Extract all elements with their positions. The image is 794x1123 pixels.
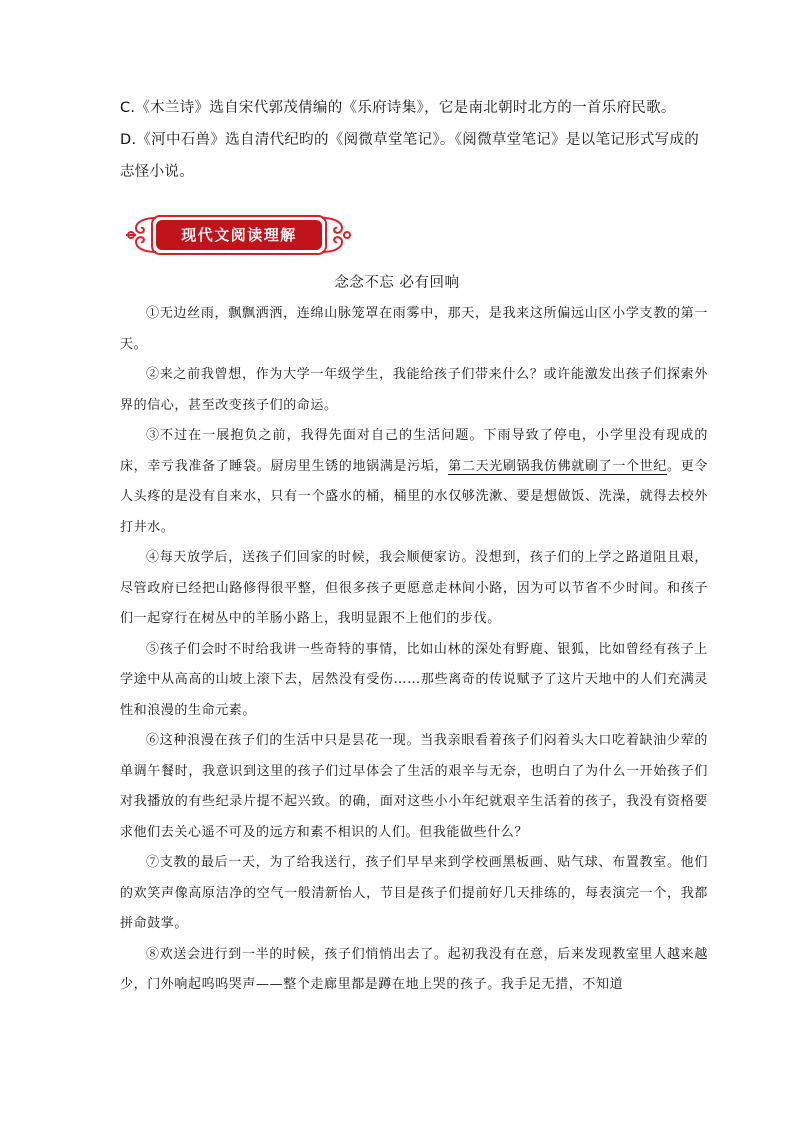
article-title: 念念不忘 必有回响 [334,275,460,291]
paragraph-4: ④每天放学后，送孩子们回家的时候，我会顺便家访。没想到，孩子们的上学之路道阻且艰，尽管政府已经把山路修得很平整，但很多孩子更愿意走林间小路，因为可以节省不少时间。和孩子们一起穿行在树丛中的羊肠小路上，我明显跟不上他们的步伐。 [120,550,708,626]
underlined-sentence: 第二天光刷锅我仿佛就刷了一个世纪 [448,458,668,474]
paragraph-5: ⑤孩子们会时不时给我讲一些奇特的事情，比如山林的深处有野鹿、银狐，比如曾经有孩子上学途中从高高的山坡上滚下去，居然没有受伤……那些离奇的传说赋予了这片天地中的人们充满灵性和浪漫的生命元素。 [120,641,708,718]
paragraph-3-tail: 。更令人头疼的是没有自来水，只有一个盛水的桶，桶里的水仅够洗漱、要是想做饭、洗澡，就得去校外打井水。 [120,458,708,535]
paragraph-3-lead: ③不过在一展抱负之前，我得先面对自己的生活问题。下雨导致了停电，小学里没有现成的床，幸亏我准备了睡袋。厨房里生锈的地锅满是污垢， [120,428,708,474]
option-d: D.《河中石兽》选自清代纪昀的《阅微草堂笔记》。《阅微草堂笔记》是以笔记形式写成的志怪小说。 [120,132,700,180]
section-banner [126,208,352,262]
paragraph-2: ②来之前我曾想，作为大学一年级学生，我能给孩子们带来什么？或许能激发出孩子们探索外界的信心，甚至改变孩子们的命运。 [120,367,708,413]
paragraph-7: ⑦支教的最后一天，为了给我送行，孩子们早早来到学校画黑板画、贴气球、布置教室。他们的欢笑声像高原洁净的空气一般清新怡人，节目是孩子们提前好几天排练的，每表演完一个，我都拼命鼓掌。 [120,855,708,931]
paragraph-6: ⑥这种浪漫在孩子们的生活中只是昙花一现。当我亲眼看着孩子们闷着头大口吃着缺油少荤的单调午餐时，我意识到这里的孩子们过早体会了生活的艰辛与无奈，也明白了为什么一开始孩子们对我播放的有些纪录片提不起兴致。的确，面对这些小小年纪就艰辛生活着的孩子，我没有资格要求他们去关心遥不可及的远方和素不相识的人们。但我能做些什么？ [120,733,708,840]
paragraph-1: ①无边丝雨，飘飘洒洒，连绵山脉笼罩在雨雾中，那天，是我来这所偏远山区小学支教的第一天。 [120,306,708,352]
option-c: C.《木兰诗》选自宋代郭茂倩编的《乐府诗集》，它是南北朝时北方的一首乐府民歌。 [120,100,676,116]
answer-options [120,92,710,188]
paragraph-8: ⑧欢送会进行到一半的时候，孩子们悄悄出去了。起初我没有在意，后来发现教室里人越来越少，门外响起呜呜哭声——整个走廊里都是蹲在地上哭的孩子。我手足无措，不知道 [120,946,708,992]
banner-title: 现代文阅读理解 [181,226,297,244]
article-body [120,299,708,1001]
paragraph-3 [120,421,708,543]
